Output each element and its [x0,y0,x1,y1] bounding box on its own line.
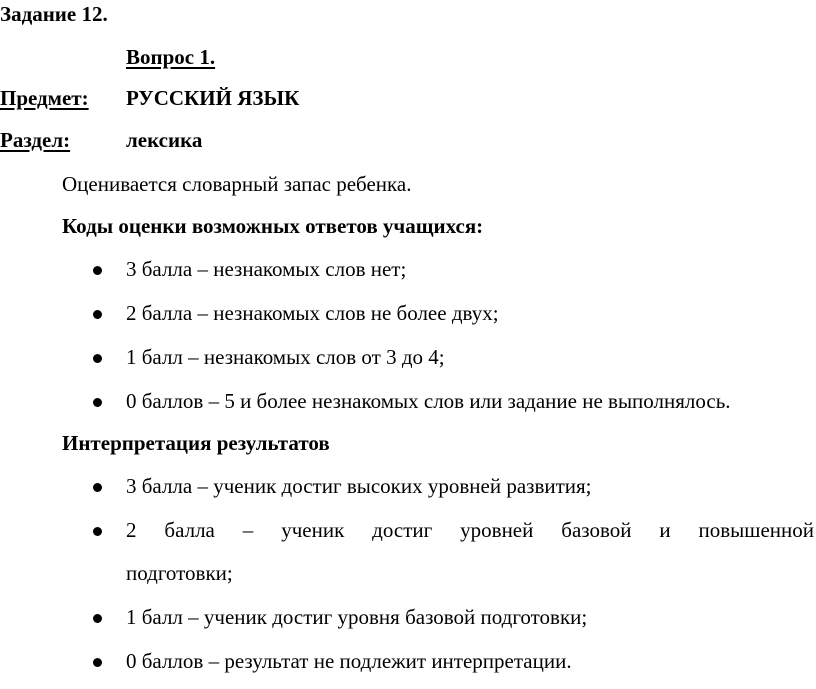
section-value: лексика [126,128,203,152]
intro-text: Оценивается словарный запас ребенка. [62,172,412,196]
bullet-icon [93,354,102,363]
bullet-icon [93,614,102,623]
bullet-icon [93,266,102,275]
section-label: Раздел: [0,128,71,152]
list-item-text: 0 баллов – результат не подлежит интерпретации. [126,649,572,673]
list-item-text-continuation: подготовки; [126,561,233,585]
list-item-text: 2 балла – ученик достиг уровней базовой и повышенной [126,518,814,542]
codes-heading: Коды оценки возможных ответов учащихся: [62,214,484,238]
bullet-icon [93,483,102,492]
bullet-icon [93,658,102,667]
task-label: Задание 12. [0,2,108,26]
list-item-text: 3 балла – ученик достиг высоких уровней развития; [126,474,592,498]
interpretation-heading: Интерпретация результатов [62,431,330,455]
list-item-text: 2 балла – незнакомых слов не более двух; [126,301,499,325]
list-item-text: 0 баллов – 5 и более незнакомых слов или задание не выполнялось. [126,389,731,413]
list-item-text: 3 балла – незнакомых слов нет; [126,257,407,281]
list-item-text: 1 балл – незнакомых слов от 3 до 4; [126,345,445,369]
bullet-icon [93,398,102,407]
bullet-icon [93,527,102,536]
bullet-icon [93,310,102,319]
subject-label: Предмет: [0,86,89,110]
question-label: Вопрос 1. [126,45,216,69]
list-item-text: 1 балл – ученик достиг уровня базовой подготовки; [126,605,588,629]
subject-value: РУССКИЙ ЯЗЫК [126,86,300,110]
